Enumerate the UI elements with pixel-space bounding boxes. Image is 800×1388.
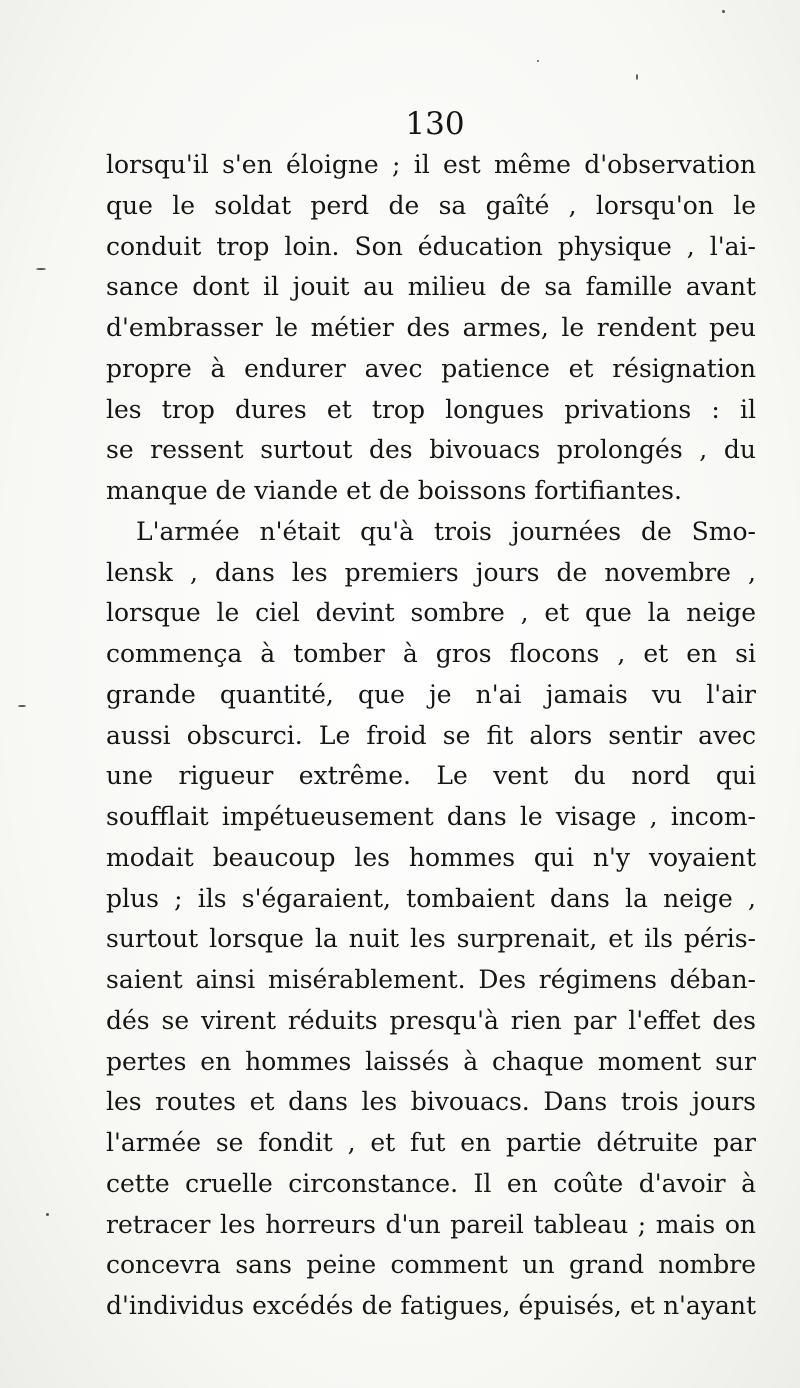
scan-speck (636, 74, 638, 80)
text-line: aussi obscurci. Le froid se fit alors sentir avec (106, 720, 756, 750)
scan-speck (537, 60, 539, 62)
text-line: conduit trop loin. Son éducation physique , l'ai- (106, 231, 756, 261)
text-line: cette cruelle circonstance. Il en coûte d'avoir à (106, 1168, 756, 1198)
text-line: sance dont il jouit au milieu de sa famille avant (106, 272, 756, 302)
text-line: les routes et dans les bivouacs. Dans trois jours (106, 1087, 756, 1117)
page-number: 130 (405, 106, 465, 142)
text-line: l'armée se fondit , et fut en partie détruite par (106, 1128, 756, 1157)
text-line: que le soldat perd de sa gaîté , lorsqu'on le (106, 190, 756, 220)
text-line: commença à tomber à gros flocons , et en si (106, 639, 756, 668)
text-line: se ressent surtout des bivouacs prolongés , du (106, 435, 756, 465)
scan-speck (36, 268, 46, 270)
text-line: retracer les horreurs d'un pareil tableau ; mais on (106, 1209, 756, 1239)
text-line: saient ainsi misérablement. Des régimens déban- (106, 965, 756, 994)
text-line: dés se virent réduits presqu'à rien par l'effet des (106, 1005, 756, 1035)
text-line: soufflait impétueusement dans le visage , incom- (106, 802, 756, 831)
text-line: les trop dures et trop longues privations : il (106, 394, 756, 424)
text-line: propre à endurer avec patience et résignation (106, 353, 756, 383)
text-line: L'armée n'était qu'à trois journées de Smo- (136, 516, 756, 546)
text-line: lorsqu'il s'en éloigne ; il est même d'observation (106, 150, 756, 179)
text-line: surtout lorsque la nuit les surprenait, et ils péris- (106, 924, 756, 954)
text-line: grande quantité, que je n'ai jamais vu l'air (106, 679, 756, 709)
text-line: manque de viande et de boissons fortifiantes. (106, 476, 682, 505)
text-line: lensk , dans les premiers jours de novembre , (106, 557, 756, 587)
text-line: lorsque le ciel devint sombre , et que la neige (106, 598, 756, 628)
text-line: une rigueur extrême. Le vent du nord qui (106, 761, 756, 791)
body-text (106, 145, 756, 1327)
text-line: d'individus excédés de fatigues, épuisés, et n'ayant (106, 1291, 756, 1320)
text-line: d'embrasser le métier des armes, le rendent peu (106, 313, 756, 342)
scan-speck (18, 705, 26, 707)
text-line: concevra sans peine comment un grand nombre (106, 1250, 756, 1280)
scan-speck (46, 1213, 49, 1216)
scan-speck (722, 10, 725, 13)
text-line: modait beaucoup les hommes qui n'y voyaient (106, 842, 756, 872)
text-line: pertes en hommes laissés à chaque moment sur (106, 1046, 756, 1076)
text-line: plus ; ils s'égaraient, tombaient dans la neige , (106, 883, 756, 913)
